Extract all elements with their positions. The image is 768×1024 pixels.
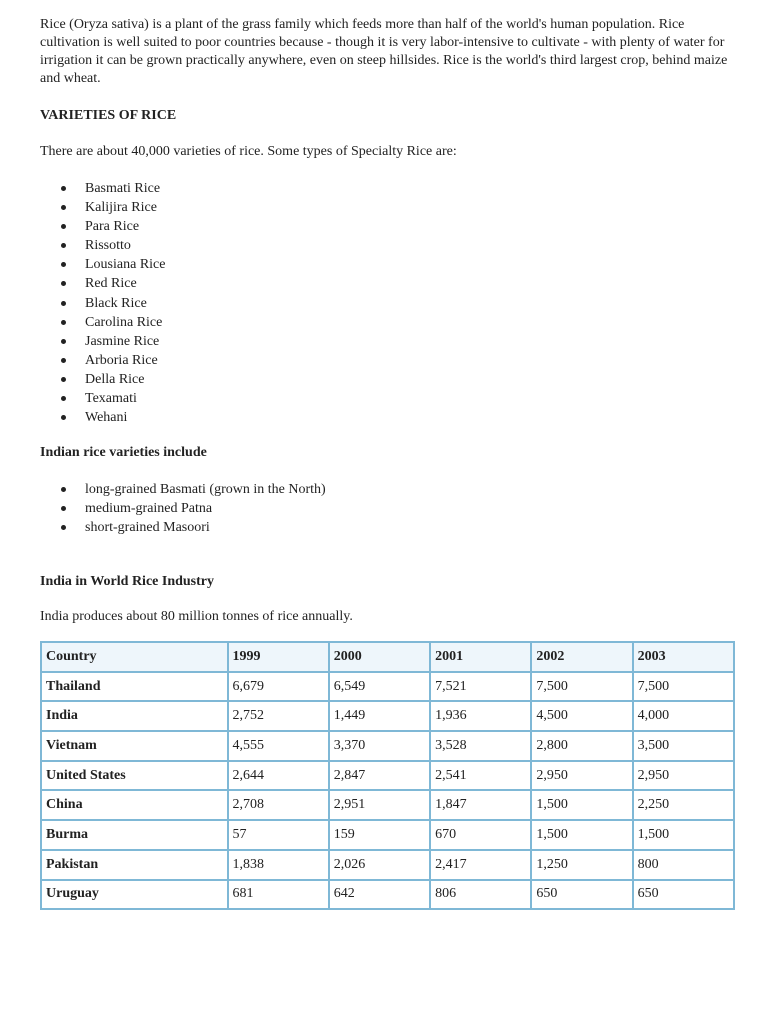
country-cell: Thailand [41,672,228,702]
world-industry-text: India produces about 80 million tonnes of rice annually. [40,609,353,624]
indian-varieties-list [40,480,326,537]
value-cell: 2,644 [228,761,329,791]
value-cell: 1,847 [430,790,531,820]
list-item [40,332,165,351]
value-cell: 3,528 [430,731,531,761]
column-header-year: 1999 [228,642,329,672]
intro-paragraph: Rice (Oryza sativa) is a plant of the grass family which feeds more than half of the world's human population. Rice cultivation is well suited to poor countries because - though it is very labor-intensive to cultivate - with plenty of water for irrigation it can be grown practically anywhere, even on steep hillsides. Rice is the world's third largest crop, behind maize and wheat. [40,17,728,86]
list-item-label: medium-grained Patna [85,501,213,517]
column-header-year: 2000 [329,642,430,672]
list-item [40,274,165,293]
list-item [40,370,165,389]
bullet-icon [61,224,66,229]
value-cell: 2,800 [531,731,632,761]
value-cell: 2,847 [329,761,430,791]
value-cell: 159 [329,820,430,850]
bullet-icon [61,301,66,306]
list-item [40,518,326,537]
world-industry-heading: India in World Rice Industry [40,574,215,589]
value-cell: 7,500 [633,672,734,702]
table-row [41,880,734,910]
value-cell: 2,541 [430,761,531,791]
country-cell: United States [41,761,228,791]
value-cell: 1,250 [531,850,632,880]
country-cell: Vietnam [41,731,228,761]
value-cell: 650 [531,880,632,910]
table-row [41,761,734,791]
bullet-icon [61,262,66,267]
value-cell: 7,500 [531,672,632,702]
value-cell: 2,417 [430,850,531,880]
country-cell: Pakistan [41,850,228,880]
list-item [40,179,165,198]
bullet-icon [61,525,66,530]
value-cell: 1,936 [430,701,531,731]
list-item [40,217,165,236]
value-cell: 642 [329,880,430,910]
value-cell: 1,449 [329,701,430,731]
country-cell: China [41,790,228,820]
value-cell: 4,000 [633,701,734,731]
value-cell: 650 [633,880,734,910]
value-cell: 4,500 [531,701,632,731]
table-body [41,672,734,910]
value-cell: 1,500 [531,790,632,820]
list-item [40,313,165,332]
country-cell: Burma [41,820,228,850]
country-cell: Uruguay [41,880,228,910]
table-row [41,790,734,820]
list-item-label: Della Rice [85,371,145,387]
list-item [40,255,165,274]
table-row [41,701,734,731]
value-cell: 3,500 [633,731,734,761]
table-row [41,672,734,702]
value-cell: 681 [228,880,329,910]
bullet-icon [61,243,66,248]
value-cell: 7,521 [430,672,531,702]
column-header-year: 2002 [531,642,632,672]
list-item-label: long-grained Basmati (grown in the North) [85,482,326,497]
table-header-row [41,642,734,672]
bullet-icon [61,487,66,492]
bullet-icon [61,281,66,286]
bullet-icon [61,320,66,325]
list-item [40,499,326,518]
value-cell: 806 [430,880,531,910]
list-item [40,389,165,408]
bullet-icon [61,396,66,401]
value-cell: 2,708 [228,790,329,820]
list-item-label: Red Rice [85,276,137,292]
value-cell: 2,250 [633,790,734,820]
bullet-icon [61,205,66,210]
list-item-label: Black Rice [85,295,147,311]
value-cell: 57 [228,820,329,850]
indian-varieties-heading: Indian rice varieties include [40,445,207,460]
list-item [40,351,165,370]
country-cell: India [41,701,228,731]
table-row [41,850,734,880]
list-item-label: Carolina Rice [85,314,163,330]
list-item-label: Kalijira Rice [85,200,157,216]
value-cell: 6,679 [228,672,329,702]
value-cell: 3,370 [329,731,430,761]
rice-production-table [40,641,735,910]
list-item [40,236,165,255]
value-cell: 2,950 [531,761,632,791]
list-item-label: Wehani [85,410,128,426]
varieties-intro-text: There are about 40,000 varieties of rice. Some types of Specialty Rice are: [40,144,457,159]
list-item-label: Lousiana Rice [85,257,166,273]
list-item [40,408,165,427]
value-cell: 4,555 [228,731,329,761]
value-cell: 1,500 [531,820,632,850]
table-row [41,731,734,761]
list-item [40,294,165,313]
column-header-year: 2001 [430,642,531,672]
list-item-label: short-grained Masoori [85,520,210,536]
list-item-label: Para Rice [85,219,140,235]
value-cell: 800 [633,850,734,880]
list-item [40,198,165,217]
column-header-country: Country [41,642,228,672]
value-cell: 1,838 [228,850,329,880]
value-cell: 2,026 [329,850,430,880]
value-cell: 670 [430,820,531,850]
list-item-label: Arboria Rice [85,352,158,368]
bullet-icon [61,339,66,344]
bullet-icon [61,415,66,420]
bullet-icon [61,358,66,363]
list-item-label: Jasmine Rice [85,333,160,349]
rice-varieties-list [40,179,165,427]
bullet-icon [61,377,66,382]
list-item-label: Basmati Rice [85,181,161,196]
list-item-label: Rissotto [85,238,131,254]
value-cell: 1,500 [633,820,734,850]
value-cell: 6,549 [329,672,430,702]
list-item-label: Texamati [85,391,137,407]
value-cell: 2,951 [329,790,430,820]
bullet-icon [61,186,66,191]
varieties-heading: VARIETIES OF RICE [40,108,177,123]
column-header-year: 2003 [633,642,734,672]
list-item [40,480,326,499]
value-cell: 2,752 [228,701,329,731]
table-row [41,820,734,850]
value-cell: 2,950 [633,761,734,791]
bullet-icon [61,506,66,511]
